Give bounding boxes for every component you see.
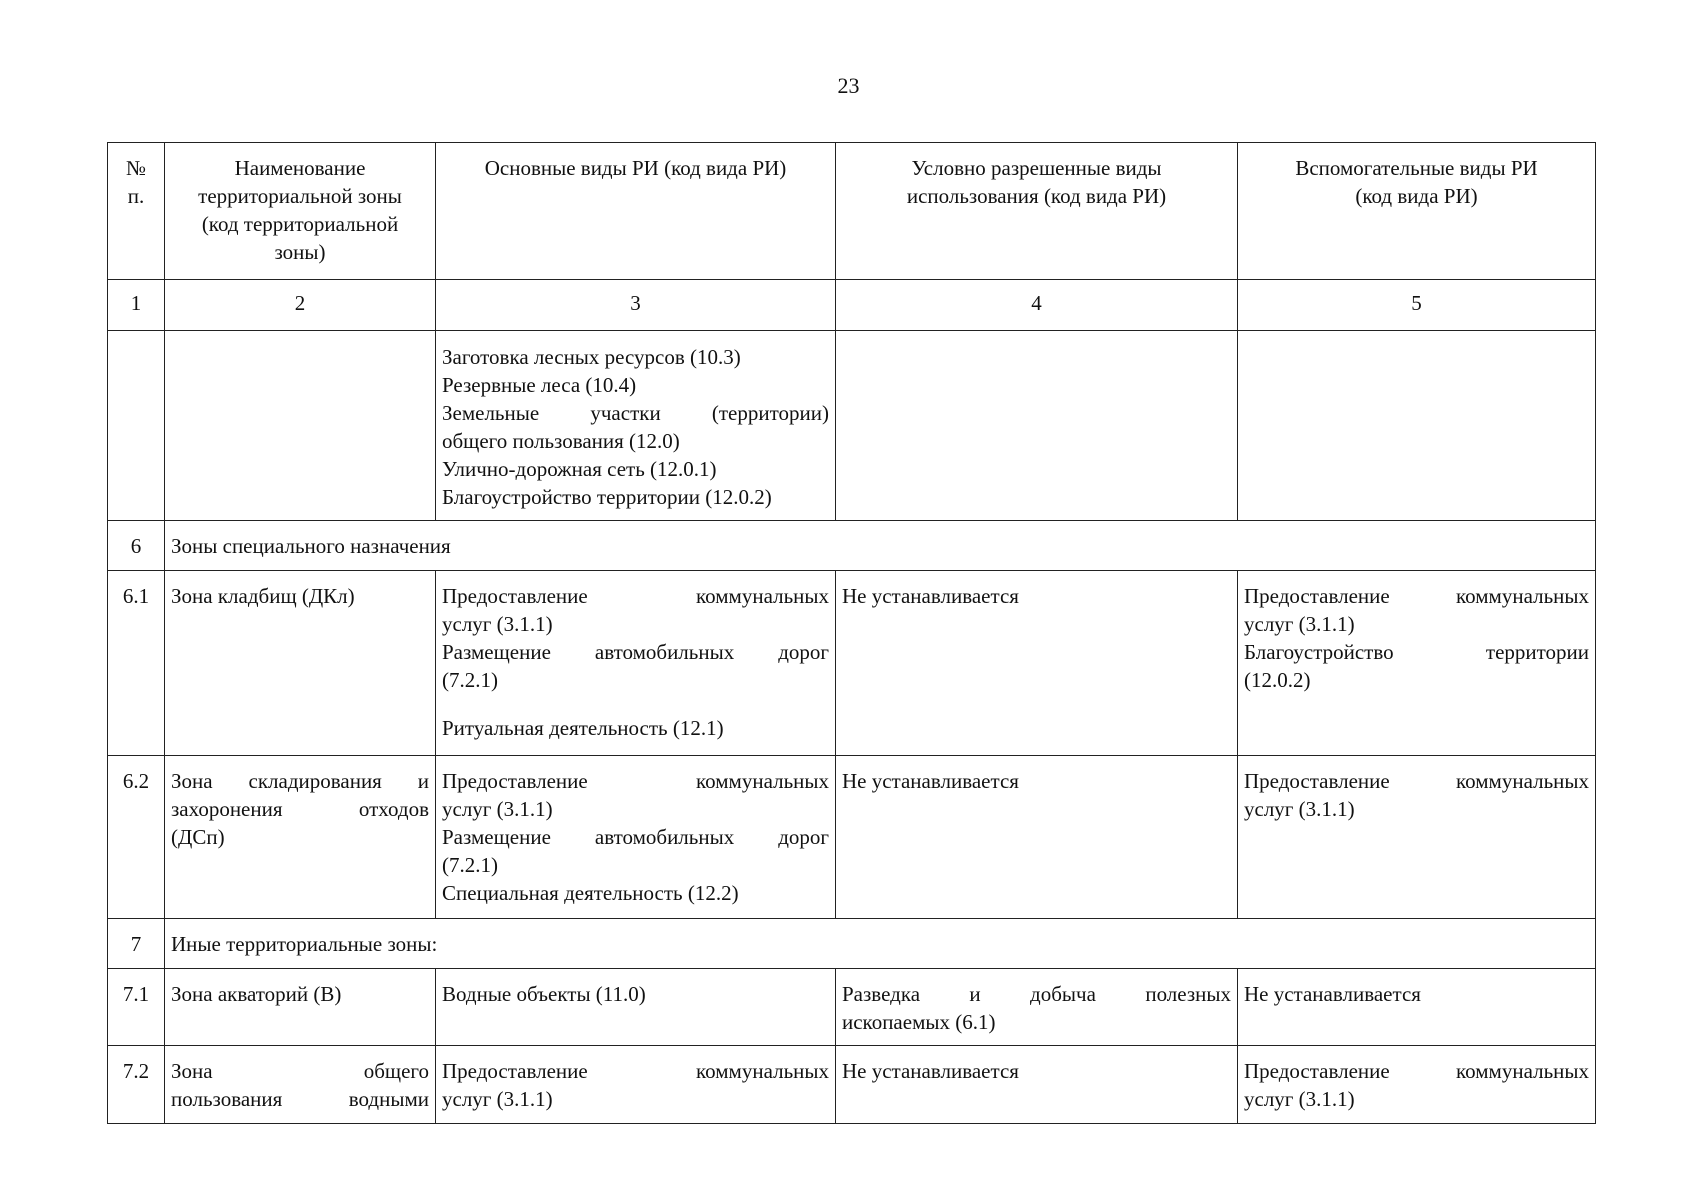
zone-name-cell: Зона складирования и захоронения отходов (ДСп) <box>165 756 436 919</box>
table-header-row <box>108 143 1596 280</box>
main-uses-cell: Предоставление коммунальных услуг (3.1.1) Размещение автомобильных дорог (7.2.1) Ритуальная деятельность (12.1) <box>436 571 836 756</box>
row-number: 6.2 <box>108 756 165 919</box>
row-number: 7 <box>108 919 165 969</box>
section-row-7 <box>108 919 1596 969</box>
zone-name-cell: Зона акваторий (В) <box>165 969 436 1046</box>
main-uses-cell: Предоставление коммунальных услуг (3.1.1) <box>436 1046 836 1124</box>
conditional-uses-cell: Не устанавливается <box>836 571 1238 756</box>
auxiliary-uses-cell: Предоставление коммунальных услуг (3.1.1) <box>1238 756 1596 919</box>
page-number: 23 <box>837 73 860 98</box>
header-auxiliary-uses: Вспомогательные виды РИ (код вида РИ) <box>1238 143 1596 280</box>
column-number: 5 <box>1238 280 1596 331</box>
header-zone-name: Наименование территориальной зоны (код территориальной зоны) <box>165 143 436 280</box>
header-conditional-uses: Условно разрешенные виды использования (код вида РИ) <box>836 143 1238 280</box>
column-number: 2 <box>165 280 436 331</box>
zones-table <box>107 142 1596 1124</box>
auxiliary-uses-cell: Не устанавливается <box>1238 969 1596 1046</box>
section-row-6 <box>108 521 1596 571</box>
column-number: 4 <box>836 280 1238 331</box>
column-numbers-row <box>108 280 1596 331</box>
table-row-6-1 <box>108 571 1596 756</box>
conditional-uses-cell: Не устанавливается <box>836 1046 1238 1124</box>
conditional-uses-cell: Не устанавливается <box>836 756 1238 919</box>
header-number: № п. <box>108 143 165 280</box>
table-row-7-2 <box>108 1046 1596 1124</box>
auxiliary-uses-cell: Предоставление коммунальных услуг (3.1.1) <box>1238 1046 1596 1124</box>
header-main-uses: Основные виды РИ (код вида РИ) <box>436 143 836 280</box>
main-uses-cell: Заготовка лесных ресурсов (10.3) Резервные леса (10.4) Земельные участки (территории) общего пользования (12.0) Улично-дорожная сеть (12.0.1) Благоустройство территории (12.0.2) <box>436 331 836 521</box>
section-title: Иные территориальные зоны: <box>165 919 1596 969</box>
column-number: 1 <box>108 280 165 331</box>
table-row-7-1 <box>108 969 1596 1046</box>
table-row-6-2 <box>108 756 1596 919</box>
row-number: 7.2 <box>108 1046 165 1124</box>
section-title: Зоны специального назначения <box>165 521 1596 571</box>
row-number: 6 <box>108 521 165 571</box>
auxiliary-uses-cell: Предоставление коммунальных услуг (3.1.1) Благоустройство территории (12.0.2) <box>1238 571 1596 756</box>
table-row-continuation <box>108 331 1596 521</box>
conditional-uses-cell: Разведка и добыча полезных ископаемых (6.1) <box>836 969 1238 1046</box>
zone-name-cell: Зона общего пользования водными <box>165 1046 436 1124</box>
row-number: 6.1 <box>108 571 165 756</box>
main-uses-cell: Водные объекты (11.0) <box>436 969 836 1046</box>
main-uses-cell: Предоставление коммунальных услуг (3.1.1) Размещение автомобильных дорог (7.2.1) Специальная деятельность (12.2) <box>436 756 836 919</box>
zone-name-cell: Зона кладбищ (ДКл) <box>165 571 436 756</box>
row-number: 7.1 <box>108 969 165 1046</box>
column-number: 3 <box>436 280 836 331</box>
